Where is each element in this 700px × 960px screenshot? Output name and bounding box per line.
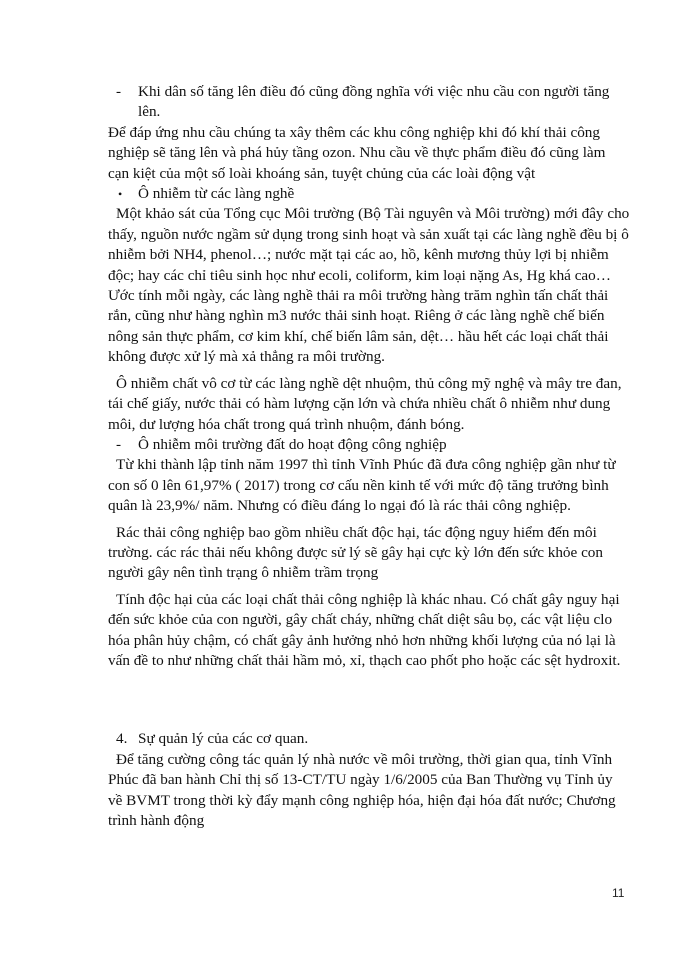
paragraph-inorganic-pollution: Ô nhiễm chất vô cơ từ các làng nghề dệt nhuộm, thủ công mỹ nghệ và mây tre đan, tái chế giấy, nước thải có hàm lượng cặn lớn và chứa nhiều chất ô nhiễm như dung môi, dư lượng hóa chất trong quá trình nhuộm, đánh bóng.	[108, 374, 622, 433]
dash-item-soil-pollution-text: Ô nhiễm môi trường đất do hoạt động công nghiệp	[138, 435, 447, 453]
dash-marker: -	[116, 435, 122, 453]
dash-item-soil-pollution	[108, 435, 630, 455]
paragraph-population-continued: Để đáp ứng nhu cầu chúng ta xây thêm các khu công nghiệp khi đó khí thải công nghiệp sẽ tăng lên và phá hủy tầng ozon. Nhu cầu về thực phẩm điều đó cũng làm cạn kiệt của một số loài khoáng sản, tuyệt chủng của các loài động vật	[108, 123, 606, 182]
section-title: Sự quản lý của các cơ quan.	[138, 730, 309, 748]
section-heading-management	[108, 729, 630, 749]
bullet-item-craft-villages	[108, 184, 630, 204]
bullet-item-craft-villages-text: Ô nhiễm từ các làng nghề	[138, 185, 295, 203]
paragraph-toxicity: Tính độc hại của các loại chất thải công nghiệp là khác nhau. Có chất gây nguy hại đến sức khỏe của con người, gây chất cháy, những chất diệt sâu bọ, các vật liệu clo hóa phân hủy chậm, có chất gây ảnh hưởng nhỏ hơn những khối lượng của nó lại là vấn đề to như những chất thải hầm mỏ, xỉ, thạch cao phốt pho hoặc các sệt hydroxit.	[108, 590, 621, 669]
document-body	[108, 82, 630, 831]
dash-item-population-text: Khi dân số tăng lên điều đó cũng đồng nghĩa với việc nhu cầu con người tăng lên.	[138, 83, 610, 121]
paragraph-management: Để tăng cường công tác quản lý nhà nước về môi trường, thời gian qua, tỉnh Vĩnh Phúc đã ban hành Chỉ thị số 13-CT/TU ngày 1/6/2005 của Ban Thường vụ Tỉnh ủy về BVMT trong thời kỳ đẩy mạnh công nghiệp hóa, hiện đại hóa đất nước; Chương trình hành động	[108, 750, 616, 829]
paragraph-industrial-growth: Từ khi thành lập tỉnh năm 1997 thì tỉnh Vĩnh Phúc đã đưa công nghiệp gần như từ con số 0 lên 61,97% ( 2017) trong cơ cấu nền kinh tế với mức độ tăng trưởng bình quân là 23,9%/ năm. Nhưng có điều đáng lo ngại đó là rác thải công nghiệp.	[108, 456, 616, 515]
paragraph-industrial-waste: Rác thải công nghiệp bao gồm nhiều chất độc hại, tác động nguy hiểm đến môi trường. các rác thải nếu không được sử lý sẽ gây hại cực kỳ lớn đến sức khỏe con người gây nên tình trạng ô nhiễm trầm trọng	[108, 523, 603, 582]
dash-item-population	[108, 82, 630, 123]
bullet-marker: •	[118, 187, 123, 202]
paragraph-survey: Một khảo sát của Tổng cục Môi trường (Bộ Tài nguyên và Môi trường) mới đây cho thấy, nguồn nước ngầm sử dụng trong sinh hoạt và sản xuất tại các làng nghề đều bị ô nhiễm bởi NH4, phenol…; nước mặt tại các ao, hồ, kênh mương thủy lợi bị nhiễm độc; hay các chỉ tiêu sinh học như ecoli, coliform, kim loại nặng As, Hg khá cao… Ước tính mỗi ngày, các làng nghề thải ra môi trường hàng trăm nghìn tấn chất thải rắn, cũng như hàng nghìn m3 nước thải sinh hoạt. Riêng ở các làng nghề chế biến nông sản thực phẩm, cơ kim khí, chế biến lâm sản, dệt… hầu hết các loại chất thải không được xử lý mà xả thẳng ra môi trường.	[108, 205, 630, 366]
dash-marker: -	[116, 83, 122, 100]
section-number: 4.	[116, 730, 128, 748]
page-number: 11	[612, 886, 625, 900]
